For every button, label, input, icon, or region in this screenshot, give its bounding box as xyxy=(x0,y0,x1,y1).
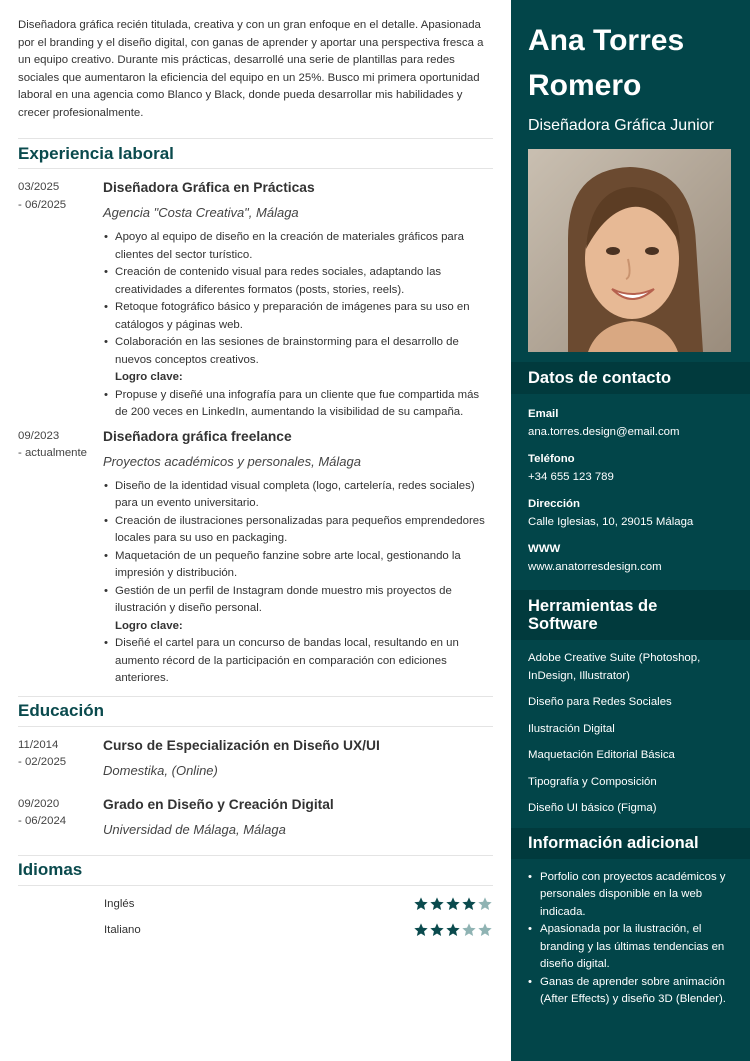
education-entry xyxy=(18,737,493,780)
language-row xyxy=(18,917,493,943)
contact-label-email: Email xyxy=(528,408,559,420)
key-achievement-bullets xyxy=(103,387,493,422)
info-item: • Apasionada por la ilustración, el branding y las últimas tendencias en diseño digital. xyxy=(528,921,733,974)
key-achievement-bullets xyxy=(103,635,493,688)
education-section xyxy=(18,696,493,727)
job-dates xyxy=(18,428,103,688)
tools-section-title xyxy=(511,590,750,640)
education-school: Universidad de Málaga, Málaga xyxy=(103,821,286,837)
star-empty-icon xyxy=(461,922,477,938)
job-bullets xyxy=(103,478,493,618)
profile-photo xyxy=(528,149,731,352)
education-entry xyxy=(18,796,493,839)
education-date-start: 09/2020 xyxy=(18,797,60,810)
profile-photo-illustration xyxy=(528,149,731,352)
profile-summary: Diseñadora gráfica recién titulada, creativa y con un gran enfoque en el detalle. Apasionada por el branding y el diseño digital, con ganas de aprender y aportar una perspectiva fresca a un equipo creativo. Durante mis prácticas, desarrollé una serie de plantillas para redes sociales que aumentaron la eficiencia del equipo en un 25%. Busco mi primera oportunidad laboral en una agencia como Blanco y Black, donde pueda desarrollar mis habilidades y crecer profesionalmente. xyxy=(18,19,484,119)
language-rating xyxy=(413,896,493,912)
star-filled-icon xyxy=(413,922,429,938)
job-date-end: - 06/2025 xyxy=(18,198,67,211)
info-section-title: Información adicional xyxy=(511,828,750,859)
star-filled-icon xyxy=(445,922,461,938)
key-achievement: • Propuse y diseñé una infografía para un cliente que fue compartida más de 200 veces en LinkedIn, aumentando la visibilidad de su campaña. xyxy=(103,387,493,422)
language-list xyxy=(18,891,493,943)
tool-item: Diseño UI básico (Figma) xyxy=(528,802,657,814)
info-item: • Ganas de aprender sobre animación (After Effects) y diseño 3D (Blender). xyxy=(528,974,733,1009)
experience-section xyxy=(18,138,493,169)
education-school: Domestika, (Online) xyxy=(103,762,218,778)
job-bullet: • Maquetación de un pequeño fanzine sobre arte local, gestionando la impresión y distribución. xyxy=(103,548,493,583)
education-date-start: 11/2014 xyxy=(18,738,59,751)
tool-item: Ilustración Digital xyxy=(528,722,615,735)
job-title: Diseñadora Gráfica en Prácticas xyxy=(103,180,315,195)
job-date-end: - actualmente xyxy=(18,447,88,459)
star-empty-icon xyxy=(477,896,493,912)
key-achievement-label: Logro clave: xyxy=(115,619,183,632)
tool-item: Adobe Creative Suite (Photoshop, InDesign, Illustrator) xyxy=(528,652,701,682)
info-item: • Porfolio con proyectos académicos y personales disponible en la web indicada. xyxy=(528,869,733,922)
contact-website[interactable]: www.anatorresdesign.com xyxy=(528,561,662,573)
education-title: Grado en Diseño y Creación Digital xyxy=(103,796,334,812)
contact-item xyxy=(511,451,750,485)
job-bullet: • Gestión de un perfil de Instagram donde muestro mis proyectos de ilustración y diseño personal. xyxy=(103,583,493,618)
contact-email[interactable]: ana.torres.design@email.com xyxy=(528,426,680,438)
languages-section xyxy=(18,855,493,886)
tool-item: Tipografía y Composición xyxy=(528,775,657,788)
job-bullet: • Creación de contenido visual para redes sociales, adaptando las creatividades a diferentes formatos (posts, stories, reels). xyxy=(103,264,493,299)
key-achievement-label: Logro clave: xyxy=(115,371,183,383)
job-date-start: 09/2023 xyxy=(18,429,60,442)
tools-list xyxy=(511,650,750,818)
job-bullet: • Apoyo al equipo de diseño en la creación de materiales gráficos para clientes del sector turístico. xyxy=(103,229,493,264)
star-filled-icon xyxy=(413,896,429,912)
education-date-end: - 02/2025 xyxy=(18,756,67,768)
section-title-education: Educación xyxy=(18,697,493,727)
tool-item: Diseño para Redes Sociales xyxy=(528,696,672,708)
info-list xyxy=(511,869,750,1009)
education-date-end: - 06/2024 xyxy=(18,815,67,827)
education-dates xyxy=(18,796,103,839)
contact-item xyxy=(511,496,750,530)
contact-label-phone: Teléfono xyxy=(528,453,575,465)
contact-item xyxy=(511,541,750,575)
job-entry xyxy=(18,428,493,688)
job-bullet: • Retoque fotográfico básico y preparación de imágenes para su uso en catálogos y páginas web. xyxy=(103,299,493,334)
candidate-role: Diseñadora Gráfica Junior xyxy=(528,117,714,134)
job-entry xyxy=(18,179,493,422)
star-filled-icon xyxy=(429,922,445,938)
job-bullet: • Creación de ilustraciones personalizadas para pequeños emprendedores locales para su uso en packaging. xyxy=(103,513,493,548)
education-title: Curso de Especialización en Diseño UX/UI xyxy=(103,737,380,753)
contact-item xyxy=(511,406,750,440)
star-filled-icon xyxy=(429,896,445,912)
candidate-first-name: Ana Torres xyxy=(528,24,685,57)
tools-title-line-2: Software xyxy=(528,615,598,633)
contact-address: Calle Iglesias, 10, 29015 Málaga xyxy=(528,516,694,528)
key-achievement: • Diseñé el cartel para un concurso de bandas local, resultando en un aumento récord de la participación en comparación con ediciones anteriores. xyxy=(103,635,493,688)
tools-title-line-1: Herramientas de xyxy=(528,597,658,615)
candidate-last-name: Romero xyxy=(528,69,642,102)
job-company: Agencia "Costa Creativa", Málaga xyxy=(103,205,299,220)
star-empty-icon xyxy=(477,922,493,938)
star-filled-icon xyxy=(445,896,461,912)
language-row xyxy=(18,891,493,917)
job-bullet: • Diseño de la identidad visual completa (logo, cartelería, redes sociales) para un evento universitario. xyxy=(103,478,493,513)
section-title-experience: Experiencia laboral xyxy=(18,139,493,169)
contact-list xyxy=(511,406,750,575)
star-filled-icon xyxy=(461,896,477,912)
tool-item: Maquetación Editorial Básica xyxy=(528,749,675,761)
section-title-languages: Idiomas xyxy=(18,856,493,886)
candidate-name xyxy=(511,0,750,108)
job-bullets xyxy=(103,229,493,369)
sidebar xyxy=(511,0,750,1061)
job-dates xyxy=(18,179,103,422)
education-dates xyxy=(18,737,103,780)
language-rating xyxy=(413,922,493,938)
contact-section-title: Datos de contacto xyxy=(511,362,750,394)
language-name: Inglés xyxy=(104,897,135,910)
job-company: Proyectos académicos y personales, Málaga xyxy=(103,453,361,469)
job-bullet: • Colaboración en las sesiones de brainstorming para el desarrollo de nuevos conceptos creativos. xyxy=(103,334,493,369)
contact-label-address: Dirección xyxy=(528,498,580,510)
contact-label-www: WWW xyxy=(528,543,561,555)
language-name: Italiano xyxy=(104,923,141,936)
contact-phone[interactable]: +34 655 123 789 xyxy=(528,471,614,483)
job-title: Diseñadora gráfica freelance xyxy=(103,428,292,444)
job-date-start: 03/2025 xyxy=(18,181,60,193)
